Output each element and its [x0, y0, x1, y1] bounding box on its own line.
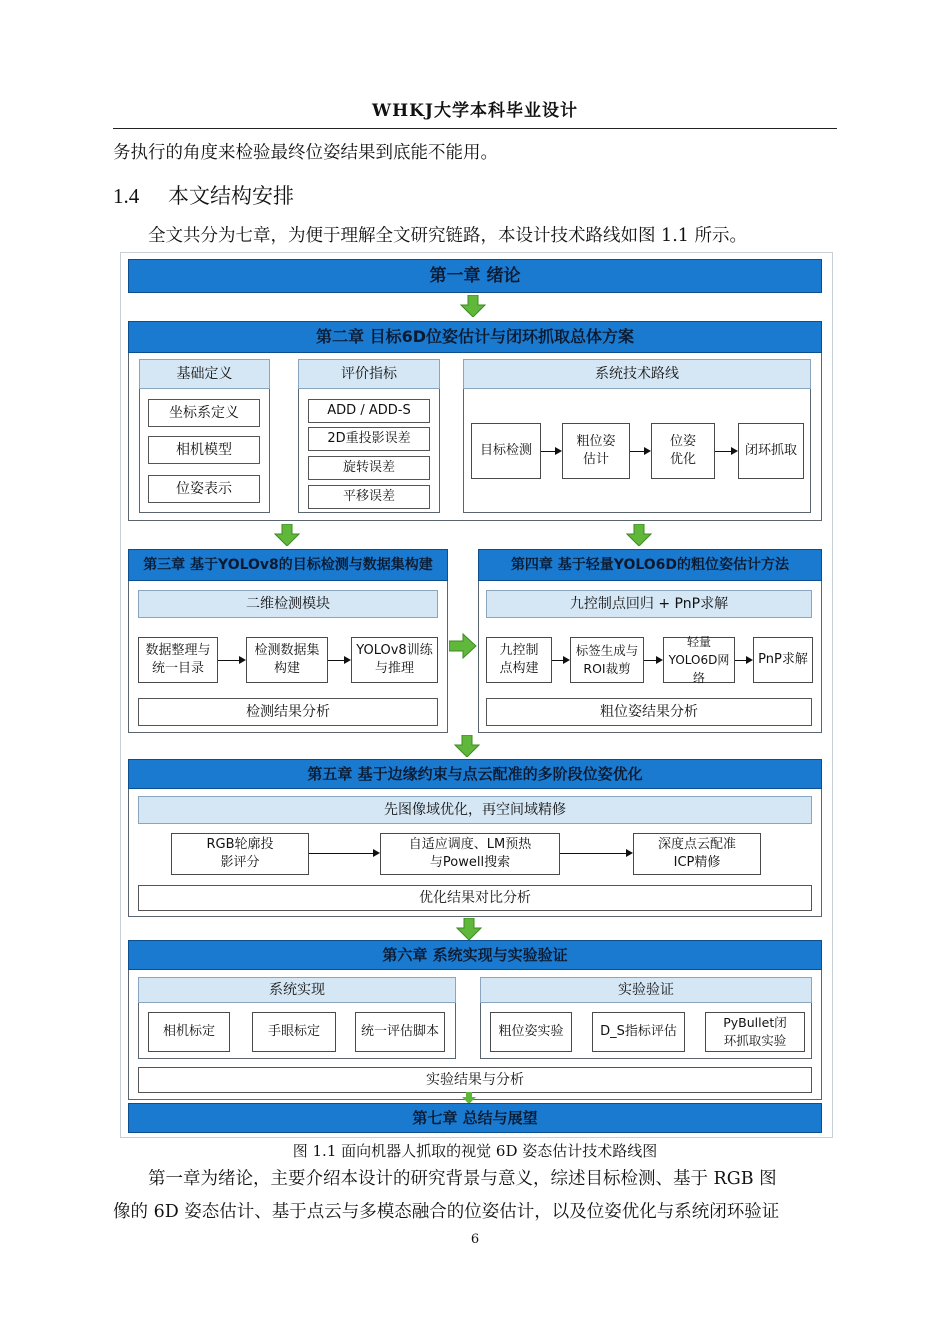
impl-item: 手眼标定	[252, 1012, 336, 1052]
arrow-right-icon	[218, 660, 244, 661]
down-arrow-icon	[626, 524, 652, 546]
paragraph: 全文共分为七章，为便于理解全文研究链路，本设计技术路线如图 1.1 所示。	[148, 226, 747, 246]
arrow-right-icon	[552, 660, 568, 661]
exp-title: 实验验证	[480, 977, 812, 1003]
arrow-right-icon	[644, 660, 661, 661]
impl-title: 系统实现	[138, 977, 456, 1003]
basic-def-title: 基础定义	[139, 359, 270, 389]
ch4-step: 九控制点构建	[486, 637, 552, 683]
chapter4-bar: 第四章 基于轻量YOLO6D的粗位姿估计方法	[478, 549, 822, 581]
arrow-right-icon	[630, 451, 649, 452]
route-step: 目标检测	[471, 423, 541, 479]
detection-analysis: 检测结果分析	[138, 698, 438, 726]
route-title: 系统技术路线	[463, 359, 811, 389]
metrics-title: 评价指标	[298, 359, 440, 389]
arrow-right-icon	[735, 660, 751, 661]
arrow-right-icon	[541, 451, 560, 452]
chapter6-bar: 第六章 系统实现与实验验证	[128, 940, 822, 970]
refine-module-title: 先图像域优化，再空间域精修	[138, 796, 812, 824]
coarse-pose-analysis: 粗位姿结果分析	[486, 698, 812, 726]
page-header: WHKJ大学本科毕业设计	[372, 101, 578, 121]
exp-item: D_S指标评估	[592, 1012, 685, 1052]
right-arrow-icon	[449, 633, 477, 659]
exp-analysis: 实验结果与分析	[138, 1067, 812, 1093]
ch3-step: 数据整理与统一目录	[138, 637, 218, 683]
ch4-step: PnP求解	[753, 637, 813, 683]
arrow-right-icon	[309, 853, 378, 854]
ch5-step: 深度点云配准ICP精修	[633, 833, 761, 875]
detection-module-title: 二维检测模块	[138, 590, 438, 618]
section-number: 1.4	[113, 184, 140, 208]
ch4-step: 标签生成与ROI裁剪	[570, 637, 644, 683]
section-title: 本文结构安排	[168, 184, 294, 208]
exp-item: 粗位姿实验	[490, 1012, 572, 1052]
down-arrow-icon	[274, 524, 300, 546]
arrow-right-icon	[328, 660, 349, 661]
route-step: 位姿优化	[651, 423, 715, 479]
ch5-step: RGB轮廓投影评分	[171, 833, 309, 875]
basic-def-item: 坐标系定义	[148, 399, 260, 427]
chapter1-bar: 第一章 绪论	[128, 259, 822, 293]
section-heading	[113, 180, 294, 210]
impl-item: 相机标定	[148, 1012, 230, 1052]
chapter5-bar: 第五章 基于边缘约束与点云配准的多阶段位姿优化	[128, 759, 822, 789]
header-divider	[113, 128, 837, 129]
roadmap-figure	[120, 252, 833, 1138]
paragraph: 像的 6D 姿态估计、基于点云与多模态融合的位姿估计，以及位姿优化与系统闭环验证	[113, 1202, 780, 1222]
chapter7-bar: 第七章 总结与展望	[128, 1103, 822, 1133]
figure-caption: 图 1.1 面向机器人抓取的视觉 6D 姿态估计技术路线图	[292, 1142, 658, 1160]
page-number: 6	[470, 1232, 480, 1247]
ch4-step: 轻量YOLO6D网络	[663, 637, 735, 683]
ch5-step: 自适应调度、LM预热与Powell搜索	[380, 833, 560, 875]
down-arrow-icon	[456, 918, 482, 940]
arrow-right-icon	[560, 853, 631, 854]
route-step: 闭环抓取	[738, 423, 804, 479]
keypoint-module-title: 九控制点回归 + PnP求解	[486, 590, 812, 618]
metrics-item: ADD / ADD-S	[308, 399, 430, 423]
down-arrow-icon	[460, 295, 486, 317]
route-step: 粗位姿估计	[562, 423, 630, 479]
metrics-item: 平移误差	[308, 485, 430, 509]
metrics-item: 2D重投影误差	[308, 427, 430, 451]
basic-def-item: 相机模型	[148, 436, 260, 464]
arrow-right-icon	[715, 451, 736, 452]
metrics-item: 旋转误差	[308, 456, 430, 480]
exp-item: PyBullet闭环抓取实验	[705, 1012, 805, 1052]
paragraph: 务执行的角度来检验最终位姿结果到底能不能用。	[113, 143, 498, 163]
impl-item: 统一评估脚本	[355, 1012, 445, 1052]
chapter3-bar: 第三章 基于YOLOv8的目标检测与数据集构建	[128, 549, 448, 581]
paragraph: 第一章为绪论，主要介绍本设计的研究背景与意义，综述目标检测、基于 RGB 图	[148, 1169, 777, 1189]
chapter2-bar: 第二章 目标6D位姿估计与闭环抓取总体方案	[128, 321, 822, 353]
refine-analysis: 优化结果对比分析	[138, 885, 812, 911]
ch3-step: 检测数据集构建	[246, 637, 328, 683]
down-arrow-icon	[454, 735, 480, 757]
ch3-step: YOLOv8训练与推理	[351, 637, 438, 683]
basic-def-item: 位姿表示	[148, 475, 260, 503]
